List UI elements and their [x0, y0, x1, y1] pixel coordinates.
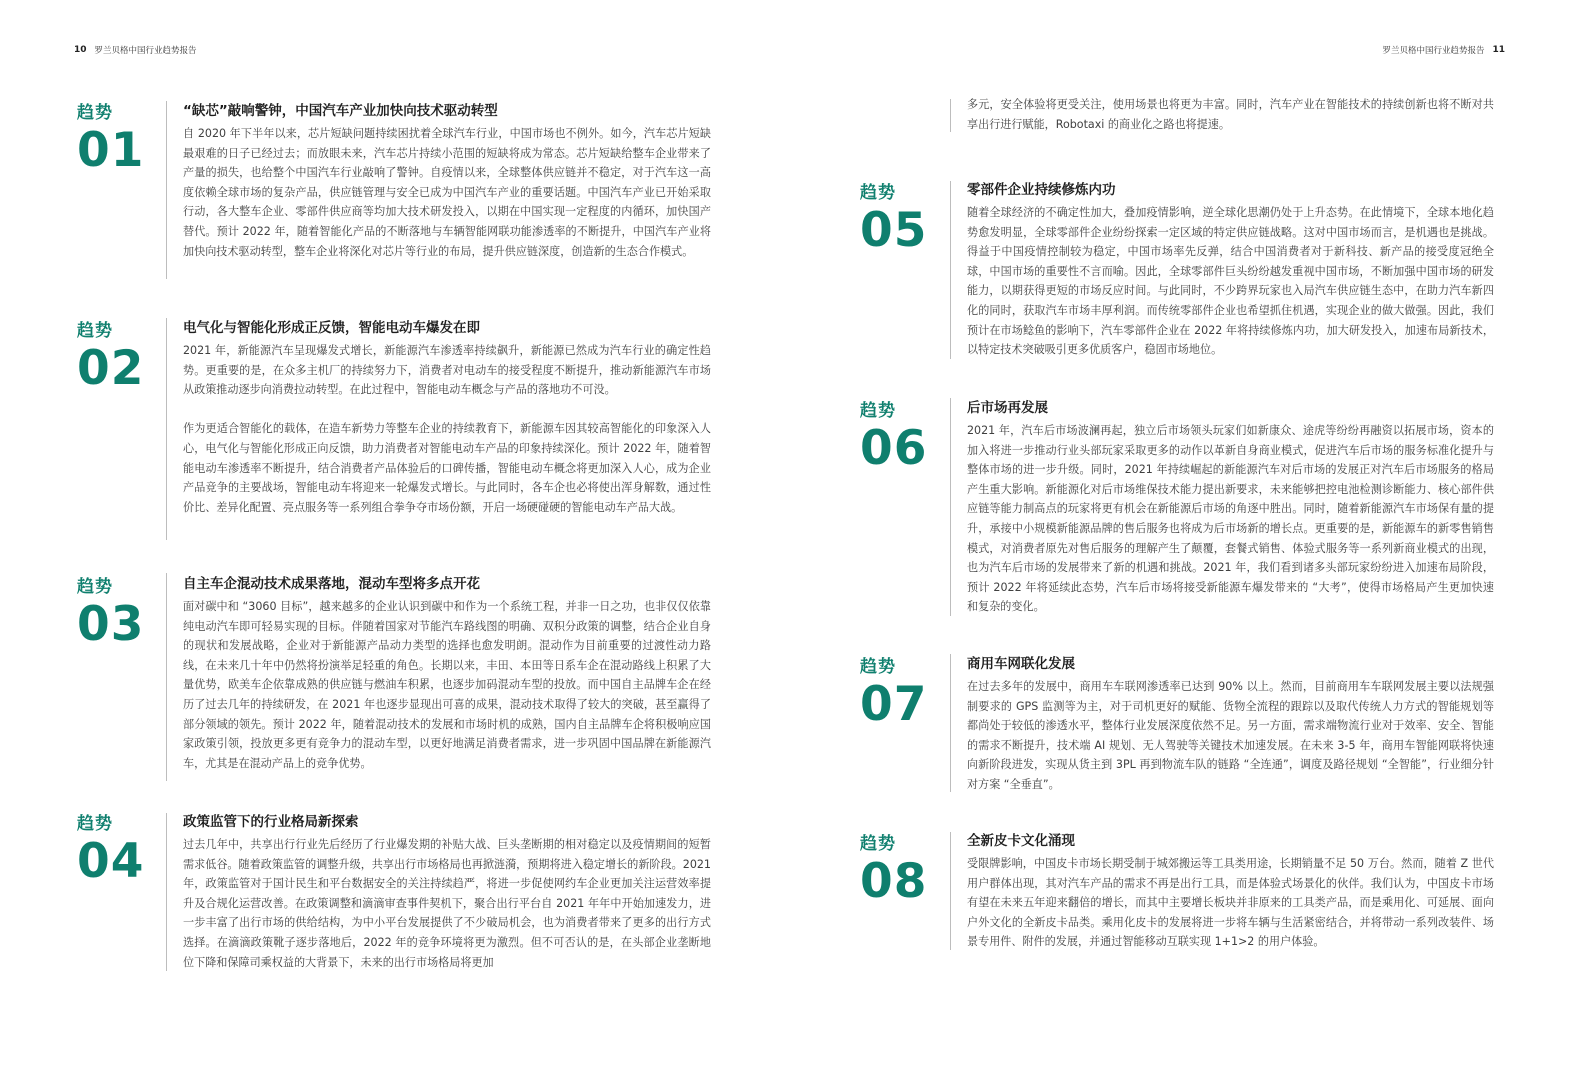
- running-title: 罗兰贝格中国行业趋势报告: [94, 46, 197, 56]
- trend-number: 02: [77, 341, 145, 396]
- body-paragraph: 多元，安全体验将更受关注，使用场景也将更为丰富。同时，汽车产业在智能技术的持续创新也将不断对共享出行进行赋能，Robotaxi 的商业化之路也将提速。: [967, 98, 1494, 131]
- trend-word: 趋势: [77, 321, 113, 341]
- trend-number: 04: [77, 834, 145, 889]
- trend-body: [967, 677, 1494, 795]
- page-number: 10: [74, 45, 87, 55]
- running-title: 罗兰贝格中国行业趋势报告: [1382, 46, 1485, 56]
- trend-body: [183, 124, 711, 261]
- trend-title: 零部件企业持续修炼内功: [967, 182, 1116, 198]
- section-divider: [950, 398, 951, 616]
- trend-number: 01: [77, 123, 145, 178]
- body-paragraph: 在过去多年的发展中，商用车车联网渗透率已达到 90% 以上。然而，目前商用车车联网发展主要以法规强制要求的 GPS 监测等为主，对于司机更好的赋能、货物全流程的跟踪以及取代传统人力方式的智能规划等都尚处于较低的渗透水平，整体行业发展深度依然不足。另一方面，需求端物流行业对于效率、安全、智能的需求不断提升，技术端 AI 规划、无人驾驶等关键技术加速发展。在未来 3-5 年，商用车智能网联将快速向新阶段进发，实现从货主到 3PL 再到物流车队的链路 “全连通”，调度及路径规划 “全智能”，行业细分针对方案 “全垂直”。: [967, 680, 1494, 791]
- trend-body: [183, 835, 711, 972]
- body-paragraph: 作为更适合智能化的载体，在造车新势力等整车企业的持续教育下，新能源车因其较高智能化的印象深入人心，电气化与智能化形成正向反馈，助力消费者对智能电动车产品的印象持续深化。预计 2022 年，随着智能电动车渗透率不断提升，结合消费者产品体验后的口碑传播，智能电动车概念将更加深入人心，成为企业产品竞争的主要战场，智能电动车将迎来一轮爆发式增长。与此同时，各车企也必将使出浑身解数，通过性价比、差异化配置、亮点服务等一系列组合拳争夺市场份额，开启一场硬碰硬的智能电动车产品大战。: [183, 422, 711, 514]
- trend-body: [183, 597, 711, 773]
- trend-label: [77, 572, 167, 652]
- trend-word: 趋势: [860, 183, 896, 203]
- trend-body: [967, 854, 1494, 952]
- body-paragraph: 2021 年，新能源汽车呈现爆发式增长，新能源汽车渗透率持续飙升，新能源已然成为汽车行业的确定性趋势。更重要的是，在众多主机厂的持续努力下，消费者对电动车的接受程度不断提升，推动新能源汽车市场从政策推动逐步向消费拉动转型。在此过程中，智能电动车概念与产品的落地功不可没。: [183, 344, 711, 397]
- body-paragraph: 自 2020 年下半年以来，芯片短缺问题持续困扰着全球汽车行业，中国市场也不例外。如今，汽车芯片短缺最艰难的日子已经过去；而放眼未来，汽车芯片持续小范围的短缺将成为常态。芯片短缺给整车企业带来了产量的损失，也给整个中国汽车行业敲响了警钟。自疫情以来，全球整体供应链并不稳定，对于汽车这一高度依赖全球市场的复杂产品，供应链管理与安全已成为中国汽车产业的重要话题。中国汽车产业已开始采取行动，各大整车企业、零部件供应商等均加大技术研发投入，以期在中国实现一定程度的内循环，加快国产替代。预计 2022 年，随着智能化产品的不断落地与车辆智能网联功能渗透率的不断提升，中国汽车产业将加快向技术驱动转型，整车企业将深化对芯片等行业的布局，提升供应链深度，创造新的生态合作模式。: [183, 127, 711, 258]
- running-header: [1382, 44, 1505, 56]
- trend-word: 趋势: [77, 814, 113, 834]
- trend-title: “缺芯”敲响警钟，中国汽车产业加快向技术驱动转型: [183, 103, 498, 119]
- body-paragraph: 受限牌影响，中国皮卡市场长期受制于城郊搬运等工具类用途，长期销量不足 50 万台。然而，随着 Z 世代用户群体出现，其对汽车产品的需求不再是出行工具，而是体验式场景化的伙伴。我们认为，中国皮卡市场有望在未来五年迎来翻倍的增长，而其中主要增长板块并非原来的工具类产品，而是乘用化、可延展、面向户外文化的全新皮卡品类。乘用化皮卡的发展将进一步将车辆与生活紧密结合，并将带动一系列改装件、场景专用件、附件的发展，并通过智能移动互联实现 1+1>2 的用户体验。: [967, 857, 1494, 949]
- trend-body: [967, 421, 1494, 617]
- section-divider: [950, 99, 951, 132]
- trend-label: [860, 829, 950, 909]
- trend-title: 商用车网联化发展: [967, 656, 1075, 672]
- section-divider: [950, 832, 951, 950]
- trend-body: [183, 341, 711, 517]
- trend-title: 电气化与智能化形成正反馈，智能电动车爆发在即: [183, 320, 480, 336]
- trend-number: 08: [860, 854, 928, 909]
- section-divider: [166, 813, 167, 971]
- trend-label: [860, 396, 950, 476]
- trend-word: 趋势: [77, 577, 113, 597]
- trend-word: 趋势: [860, 834, 896, 854]
- trend-title: 全新皮卡文化涌现: [967, 833, 1075, 849]
- trend-number: 05: [860, 203, 928, 258]
- trend-label: [77, 98, 167, 178]
- trend-word: 趋势: [860, 657, 896, 677]
- section-divider: [950, 654, 951, 792]
- trend-number: 03: [77, 597, 145, 652]
- page-number: 11: [1492, 45, 1505, 55]
- trend-label: [860, 652, 950, 732]
- body-paragraph: 过去几年中，共享出行行业先后经历了行业爆发期的补贴大战、巨头垄断期的相对稳定以及疫情期间的短暂需求低谷。随着政策监管的调整升级，共享出行市场格局也再掀涟漪，预期将进入稳定增长的新阶段。2021 年，政策监管对于国计民生和平台数据安全的关注持续趋严，将进一步促使网约车企业更加关注运营效率提升及合规化运营改善。在政策调整和滴滴审查事件契机下，聚合出行平台自 2021 年年中开始加速发力，进一步丰富了出行市场的供给结构，为中小平台发展提供了不少破局机会，也为消费者带来了更多的出行方式选择。在滴滴政策靴子逐步落地后，2022 年的竞争环境将更为激烈。但不可否认的是，在头部企业垄断地位下降和保障司乘权益的大背景下，未来的出行市场格局将更加: [183, 838, 711, 969]
- body-paragraph: 随着全球经济的不确定性加大，叠加疫情影响，逆全球化思潮仍处于上升态势。在此情境下，全球本地化趋势愈发明显，全球零部件企业纷纷探索一定区域的特定供应链战略。这对中国市场而言，是机遇也是挑战。得益于中国疫情控制较为稳定，中国市场率先反弹，结合中国消费者对于新科技、新产品的接受度冠绝全球，中国市场的重要性不言而喻。因此，全球零部件巨头纷纷越发重视中国市场，不断加强中国市场的研发能力，以期获得更短的市场反应时间。与此同时，不少跨界玩家也入局汽车供应链生态中，在助力汽车新四化的同时，获取汽车市场丰厚利润。而传统零部件企业也希望抓住机遇，实现企业的做大做强。因此，我们预计在市场鲶鱼的影响下，汽车零部件企业在 2022 年将持续修炼内功，加大研发投入，加速布局新技术，以特定技术突破吸引更多优质客户，稳固市场地位。: [967, 206, 1494, 357]
- trend-word: 趋势: [860, 401, 896, 421]
- trend-title: 后市场再发展: [967, 400, 1048, 416]
- trend-label: [860, 178, 950, 258]
- trend-body: [967, 203, 1494, 360]
- running-header: [74, 44, 197, 56]
- section-divider: [166, 318, 167, 540]
- trend-number: 07: [860, 677, 928, 732]
- trend-label: [77, 809, 167, 889]
- section-divider: [166, 573, 167, 781]
- body-paragraph: 面对碳中和 “3060 目标”，越来越多的企业认识到碳中和作为一个系统工程，并非一日之功，也非仅仅依靠纯电动汽车即可轻易实现的目标。伴随着国家对节能汽车路线图的明确、双积分政策的调整，结合企业自身的现状和发展战略，企业对于新能源产品动力类型的选择也愈发明朗。混动作为目前重要的过渡性动力路线，在未来几十年中仍然将扮演举足轻重的角色。长期以来，丰田、本田等日系车企在混动路线上积累了大量优势，欧美车企依靠成熟的供应链与燃油车积累，也逐步加码混动车型的投放。而中国自主品牌车企在经历了过去几年的持续研发，在 2021 年也逐步显现出可喜的成果，混动技术取得了较大的突破，甚至赢得了部分领域的领先。预计 2022 年，随着混动技术的发展和市场时机的成熟，国内自主品牌车企将积极响应国家政策引领，投放更多更有竞争力的混动车型，以更好地满足消费者需求，进一步巩固中国品牌在新能源汽车，尤其是在混动产品上的竞争优势。: [183, 600, 711, 770]
- body-paragraph: 2021 年，汽车后市场波澜再起，独立后市场领头玩家们如新康众、途虎等纷纷再融资以拓展市场，资本的加入将进一步推动行业头部玩家采取更多的动作以革新自身商业模式，促进汽车后市场的服务标准化提升与整体市场的进一步升级。同时，2021 年持续崛起的新能源汽车对后市场的发展正对汽车后市场服务的格局产生重大影响。新能源化对后市场维保技术能力提出新要求，未来能够把控电池检测诊断能力、核心部件供应链等能力制高点的玩家将更有机会在新能源后市场的角逐中胜出。同时，随着新能源汽车市场保有量的提升，承接中小规模新能源品牌的售后服务也将成为后市场新的增长点。更重要的是，新能源车的新零售销售模式，对消费者原先对售后服务的理解产生了颠覆，套餐式销售、体验式服务等一系列新商业模式的出现，也为汽车后市场的发展带来了新的机遇和挑战。2021 年，我们看到诸多头部玩家纷纷进入加速布局阶段，预计 2022 年将延续此态势，汽车后市场将接受新能源车爆发带来的 “大考”，使得市场格局产生更加快速和复杂的变化。: [967, 424, 1494, 614]
- section-divider: [950, 181, 951, 359]
- trend-title: 政策监管下的行业格局新探索: [183, 814, 359, 830]
- trend-label: [77, 316, 167, 396]
- trend-body: [967, 95, 1494, 134]
- trend-number: 06: [860, 421, 928, 476]
- section-divider: [166, 101, 167, 279]
- trend-word: 趋势: [77, 103, 113, 123]
- trend-title: 自主车企混动技术成果落地，混动车型将多点开花: [183, 576, 480, 592]
